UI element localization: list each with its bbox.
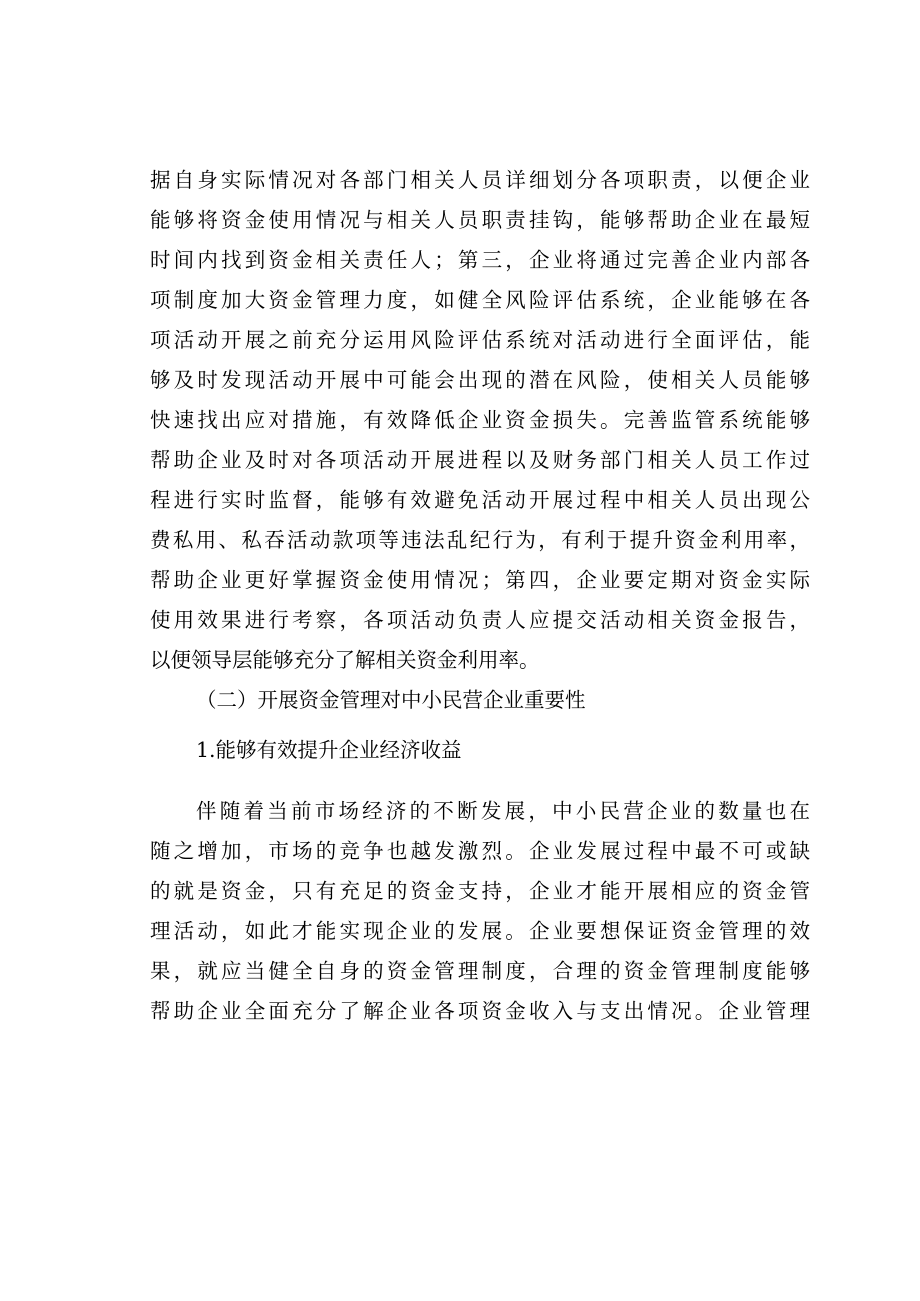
paragraph-line: 快速找出应对措施，有效降低企业资金损失。完善监管系统能够 <box>150 408 810 432</box>
paragraph-line: 程进行实时监督，能够有效避免活动开展过程中相关人员出现公 <box>150 488 810 512</box>
paragraph-line: 帮助企业全面充分了解企业各项资金收入与支出情况。企业管理 <box>150 999 810 1023</box>
paragraph-line: 的就是资金，只有充足的资金支持，企业才能开展相应的资金管 <box>150 879 810 903</box>
paragraph-line: 据自身实际情况对各部门相关人员详细划分各项职责，以便企业 <box>150 168 810 192</box>
paragraph-line: 随之增加，市场的竞争也越发激烈。企业发展过程中最不可或缺 <box>150 839 810 863</box>
paragraph-line: 能够将资金使用情况与相关人员职责挂钩，能够帮助企业在最短 <box>150 208 810 232</box>
paragraph-line: 以便领导层能够充分了解相关资金利用率。 <box>150 648 540 672</box>
paragraph-line: 帮助企业更好掌握资金使用情况；第四，企业要定期对资金实际 <box>150 568 810 592</box>
paragraph-line: 项制度加大资金管理力度，如健全风险评估系统，企业能够在各 <box>150 288 810 312</box>
paragraph-line: 使用效果进行考察，各项活动负责人应提交活动相关资金报告， <box>150 608 810 632</box>
section-heading: （二）开展资金管理对中小民营企业重要性 <box>196 688 586 712</box>
paragraph-line: 够及时发现活动开展中可能会出现的潜在风险，使相关人员能够 <box>150 368 810 392</box>
subsection-heading: 1.能够有效提升企业经济收益 <box>196 738 462 762</box>
paragraph-line: 时间内找到资金相关责任人；第三，企业将通过完善企业内部各 <box>150 248 810 272</box>
paragraph-line: 果，就应当健全自身的资金管理制度，合理的资金管理制度能够 <box>150 959 810 983</box>
paragraph-line: 费私用、私吞活动款项等违法乱纪行为，有利于提升资金利用率， <box>150 528 810 552</box>
paragraph-line: 帮助企业及时对各项活动开展进程以及财务部门相关人员工作过 <box>150 448 810 472</box>
paragraph-line: 项活动开展之前充分运用风险评估系统对活动进行全面评估，能 <box>150 328 810 352</box>
paragraph-line: 理活动，如此才能实现企业的发展。企业要想保证资金管理的效 <box>150 919 810 943</box>
paragraph-line: 伴随着当前市场经济的不断发展，中小民营企业的数量也在 <box>196 799 810 823</box>
